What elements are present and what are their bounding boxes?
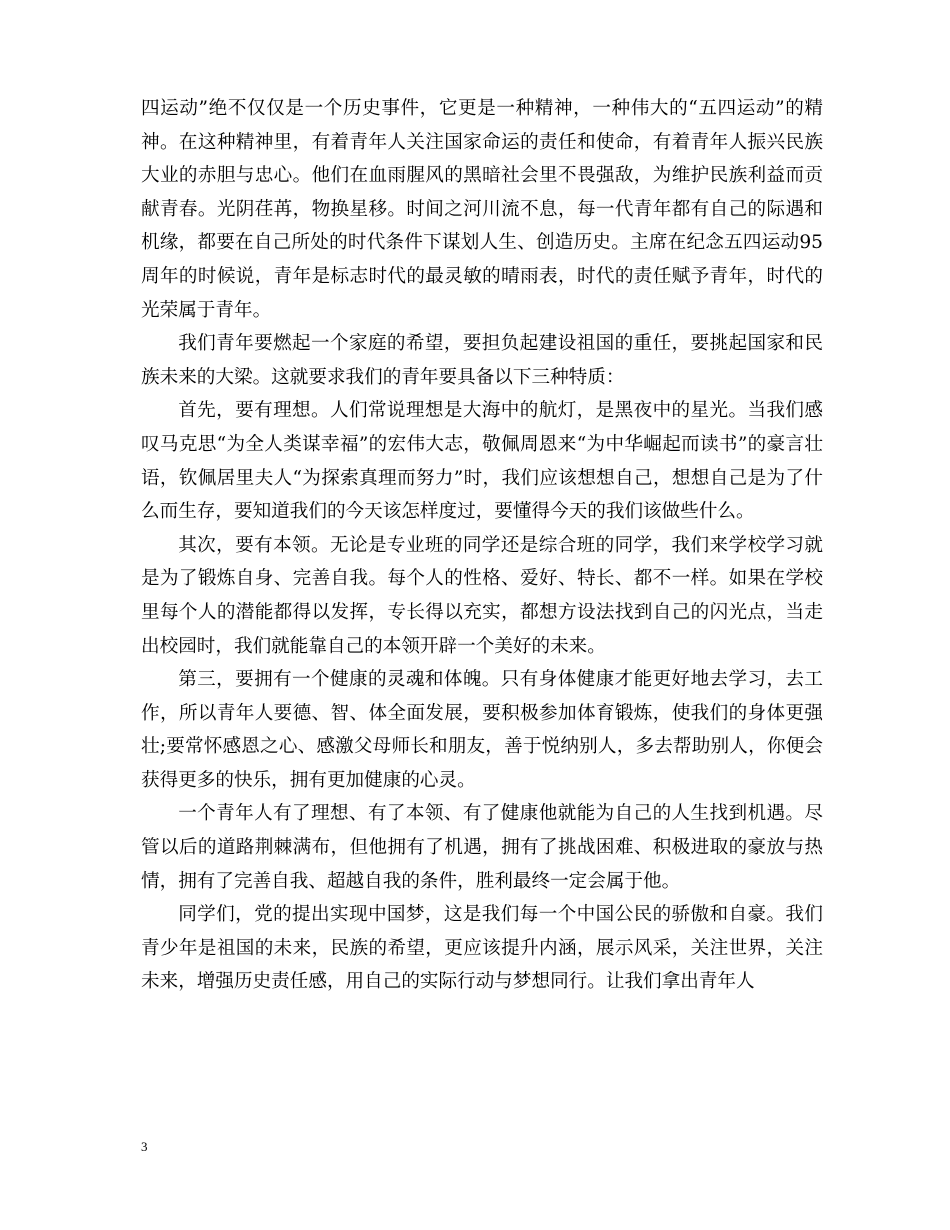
paragraph-5: 第三，要拥有一个健康的灵魂和体魄。只有身体健康才能更好地去学习，去工作，所以青年人要德、智、体全面发展，要积极参加体育锻炼，使我们的身体更强壮;要常怀感恩之心、感激父母师长和朋友，善于悦纳别人，多去帮助别人，你便会获得更多的快乐，拥有更加健康的心灵。 <box>141 669 823 791</box>
paragraph-4: 其次，要有本领。无论是专业班的同学还是综合班的同学，我们来学校学习就是为了锻炼自身、完善自我。每个人的性格、爱好、特长、都不一样。如果在学校里每个人的潜能都得以发挥，专长得以充实，都想方设法找到自己的闪光点，当走出校园时，我们就能靠自己的本领开辟一个美好的未来。 <box>141 534 823 657</box>
paragraph-2: 我们青年要燃起一个家庭的希望，要担负起建设祖国的重任，要挑起国家和民族未来的大梁。这就要求我们的青年要具备以下三种特质： <box>141 333 823 388</box>
page-number: 3 <box>141 1139 148 1154</box>
paragraph-1: 四运动”绝不仅仅是一个历史事件，它更是一种精神，一种伟大的“五四运动”的精神。在这种精神里，有着青年人关注国家命运的责任和使命，有着青年人振兴民族大业的赤胆与忠心。他们在血雨腥风的黑暗社会里不畏强敌，为维护民族利益而贡献青春。光阴荏苒，物换星移。时间之河川流不息，每一代青年都有自己的际遇和机缘，都要在自己所处的时代条件下谋划人生、创造历史。主席在纪念五四运动95周年的时候说，青年是标志时代的最灵敏的晴雨表，时代的责任赋予青年，时代的光荣属于青年。 <box>141 98 823 321</box>
paragraph-6: 一个青年人有了理想、有了本领、有了健康他就能为自己的人生找到机遇。尽管以后的道路荆棘满布，但他拥有了机遇，拥有了挑战困难、积极进取的豪放与热情，拥有了完善自我、超越自我的条件，胜利最终一定会属于他。 <box>141 803 823 892</box>
paragraph-7: 同学们，党的提出实现中国梦，这是我们每一个中国公民的骄傲和自豪。我们青少年是祖国的未来，民族的希望，更应该提升内涵，展示风采，关注世界，关注未来，增强历史责任感，用自己的实际行动与梦想同行。让我们拿出青年人 <box>141 904 823 993</box>
body-text <box>141 92 823 999</box>
paragraph-3: 首先，要有理想。人们常说理想是大海中的航灯，是黑夜中的星光。当我们感叹马克思“为全人类谋幸福”的宏伟大志，敬佩周恩来“为中华崛起而读书”的豪言壮语，钦佩居里夫人“为探索真理而努力”时，我们应该想想自己，想想自己是为了什么而生存，要知道我们的今天该怎样度过，要懂得今天的我们该做些什么。 <box>141 400 823 523</box>
